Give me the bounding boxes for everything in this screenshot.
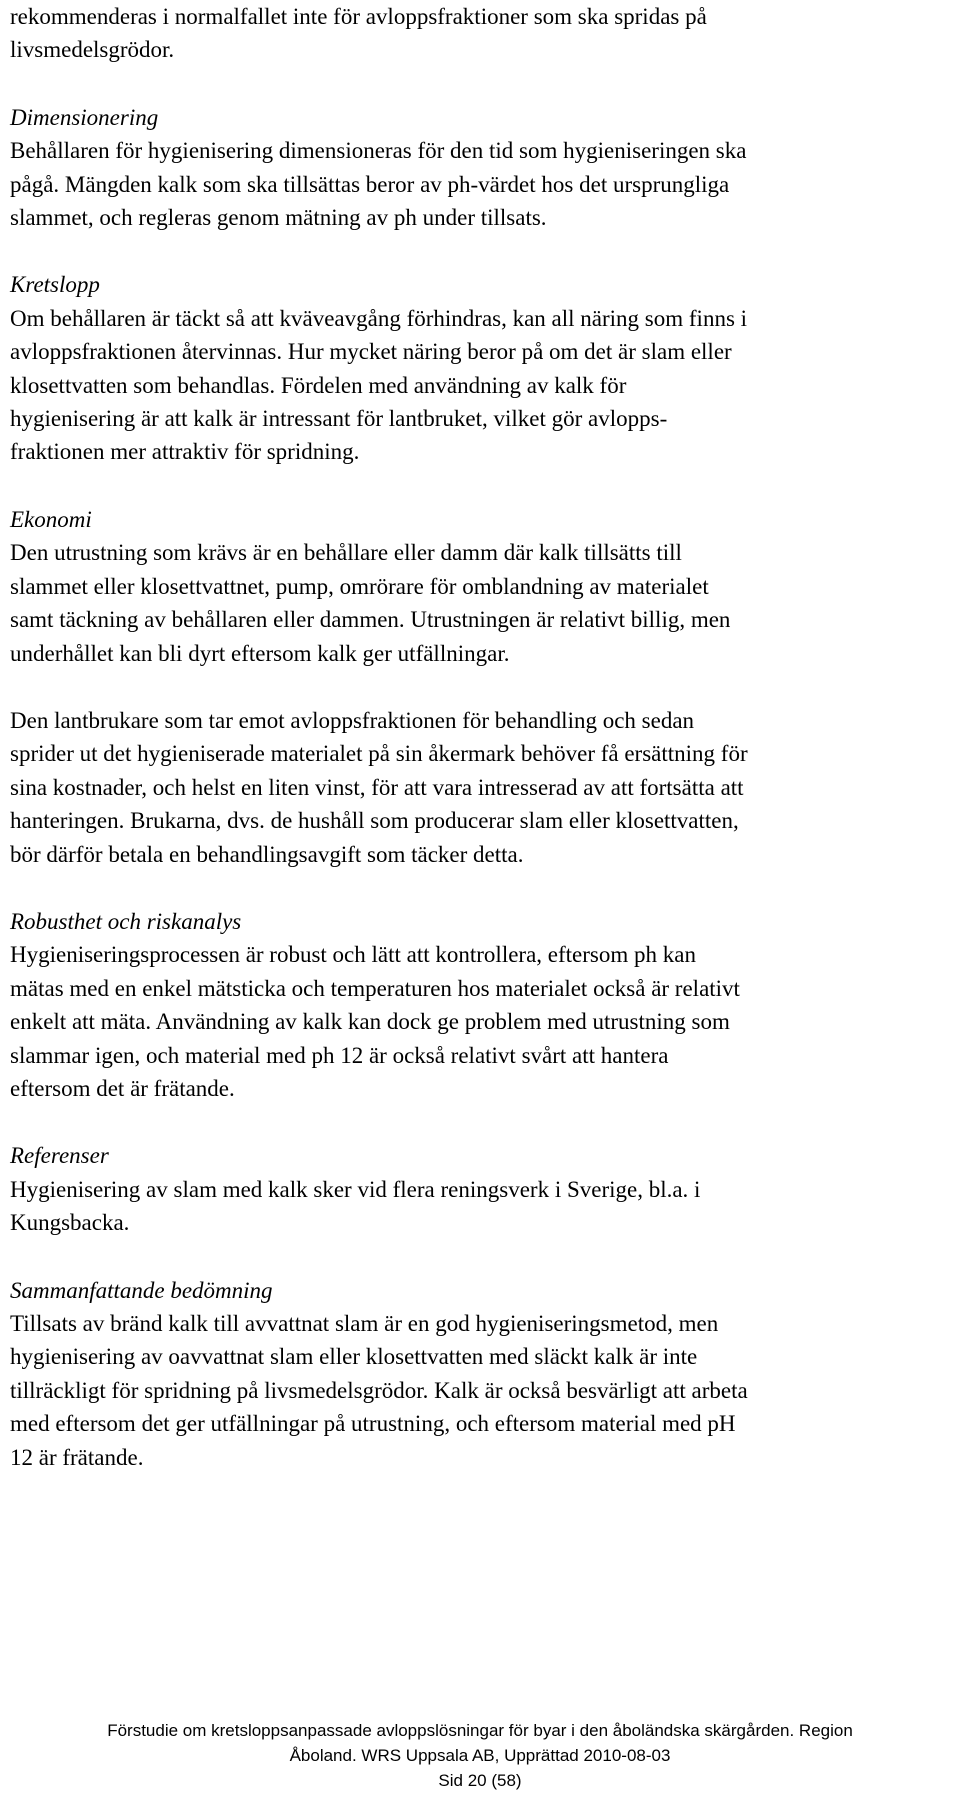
paragraph-line: tillräckligt för spridning på livsmedelsgrödor. Kalk är också besvärligt att arbeta <box>10 1377 748 1403</box>
paragraph-line: Den lantbrukare som tar emot avloppsfraktionen för behandling och sedan <box>10 707 695 733</box>
section-heading-ekonomi: Ekonomi <box>10 506 92 532</box>
section-heading-sammanfattande: Sammanfattande bedömning <box>10 1277 273 1303</box>
paragraph-line: underhållet kan bli dyrt eftersom kalk ger utfällningar. <box>10 640 510 666</box>
paragraph-line: eftersom det är frätande. <box>10 1075 235 1101</box>
page-number: Sid 20 (58) <box>438 1771 522 1790</box>
paragraph-line: avloppsfraktionen återvinnas. Hur mycket näring beror på om det är slam eller <box>10 339 732 365</box>
intro-line: rekommenderas i normalfallet inte för avloppsfraktioner som ska spridas på <box>10 4 707 29</box>
paragraph-line: 12 är frätande. <box>10 1444 144 1470</box>
page-footer <box>0 1718 960 1793</box>
paragraph-line: fraktionen mer attraktiv för spridning. <box>10 439 360 465</box>
paragraph-line: slammet, och regleras genom mätning av ph under tillsats. <box>10 205 547 231</box>
paragraph-line: pågå. Mängden kalk som ska tillsättas beror av ph-värdet hos det ursprungliga <box>10 171 730 197</box>
intro-line: livsmedelsgrödor. <box>10 37 175 63</box>
footer-line: Åboland. WRS Uppsala AB, Upprättad 2010-08-03 <box>289 1746 671 1765</box>
paragraph-line: Behållaren för hygienisering dimensioneras för den tid som hygieniseringen ska <box>10 138 747 164</box>
paragraph-line: klosettvatten som behandlas. Fördelen med användning av kalk för <box>10 372 627 398</box>
section-heading-dimensionering: Dimensionering <box>10 104 159 130</box>
paragraph-line: hanteringen. Brukarna, dvs. de hushåll som producerar slam eller klosettvatten, <box>10 808 739 834</box>
section-heading-kretslopp: Kretslopp <box>10 272 100 298</box>
document-body <box>10 0 950 1474</box>
paragraph-line: Tillsats av bränd kalk till avvattnat slam är en god hygieniseringsmetod, men <box>10 1311 719 1336</box>
paragraph-line: hygienisering är att kalk är intressant för lantbruket, vilket gör avlopps- <box>10 406 668 432</box>
paragraph-line: Om behållaren är täckt så att kväveavgång förhindras, kan all näring som finns i <box>10 305 748 331</box>
paragraph-line: Den utrustning som krävs är en behållare eller damm där kalk tillsätts till <box>10 540 682 566</box>
section-heading-robusthet: Robusthet och riskanalys <box>10 908 242 934</box>
paragraph-line: samt täckning av behållaren eller dammen. Utrustningen är relativt billig, men <box>10 607 731 633</box>
paragraph-line: bör därför betala en behandlingsavgift som täcker detta. <box>10 841 524 867</box>
section-heading-referenser: Referenser <box>10 1143 109 1169</box>
paragraph-line: Hygienisering av slam med kalk sker vid flera reningsverk i Sverige, bl.a. i <box>10 1176 701 1202</box>
footer-line: Förstudie om kretsloppsanpassade avloppslösningar för byar i den åboländska skärgården. Region <box>107 1721 853 1740</box>
paragraph-line: med eftersom det ger utfällningar på utrustning, och eftersom material med pH <box>10 1411 736 1437</box>
paragraph-line: enkelt att mäta. Användning av kalk kan dock ge problem med utrustning som <box>10 1009 730 1035</box>
paragraph-line: slammar igen, och material med ph 12 är också relativt svårt att hantera <box>10 1042 669 1068</box>
paragraph-line: Hygieniseringsprocessen är robust och lätt att kontrollera, eftersom ph kan <box>10 942 696 968</box>
paragraph-line: sprider ut det hygieniserade materialet på sin åkermark behöver få ersättning för <box>10 741 748 767</box>
paragraph-line: mätas med en enkel mätsticka och temperaturen hos materialet också är relativt <box>10 975 740 1001</box>
paragraph-line: Kungsbacka. <box>10 1210 130 1236</box>
paragraph-line: hygienisering av oavvattnat slam eller klosettvatten med släckt kalk är inte <box>10 1344 698 1370</box>
paragraph-line: sina kostnader, och helst en liten vinst, för att vara intresserad av att fortsätta att <box>10 774 744 800</box>
document-page <box>10 0 950 1474</box>
paragraph-line: slammet eller klosettvattnet, pump, omrörare för omblandning av materialet <box>10 573 709 599</box>
